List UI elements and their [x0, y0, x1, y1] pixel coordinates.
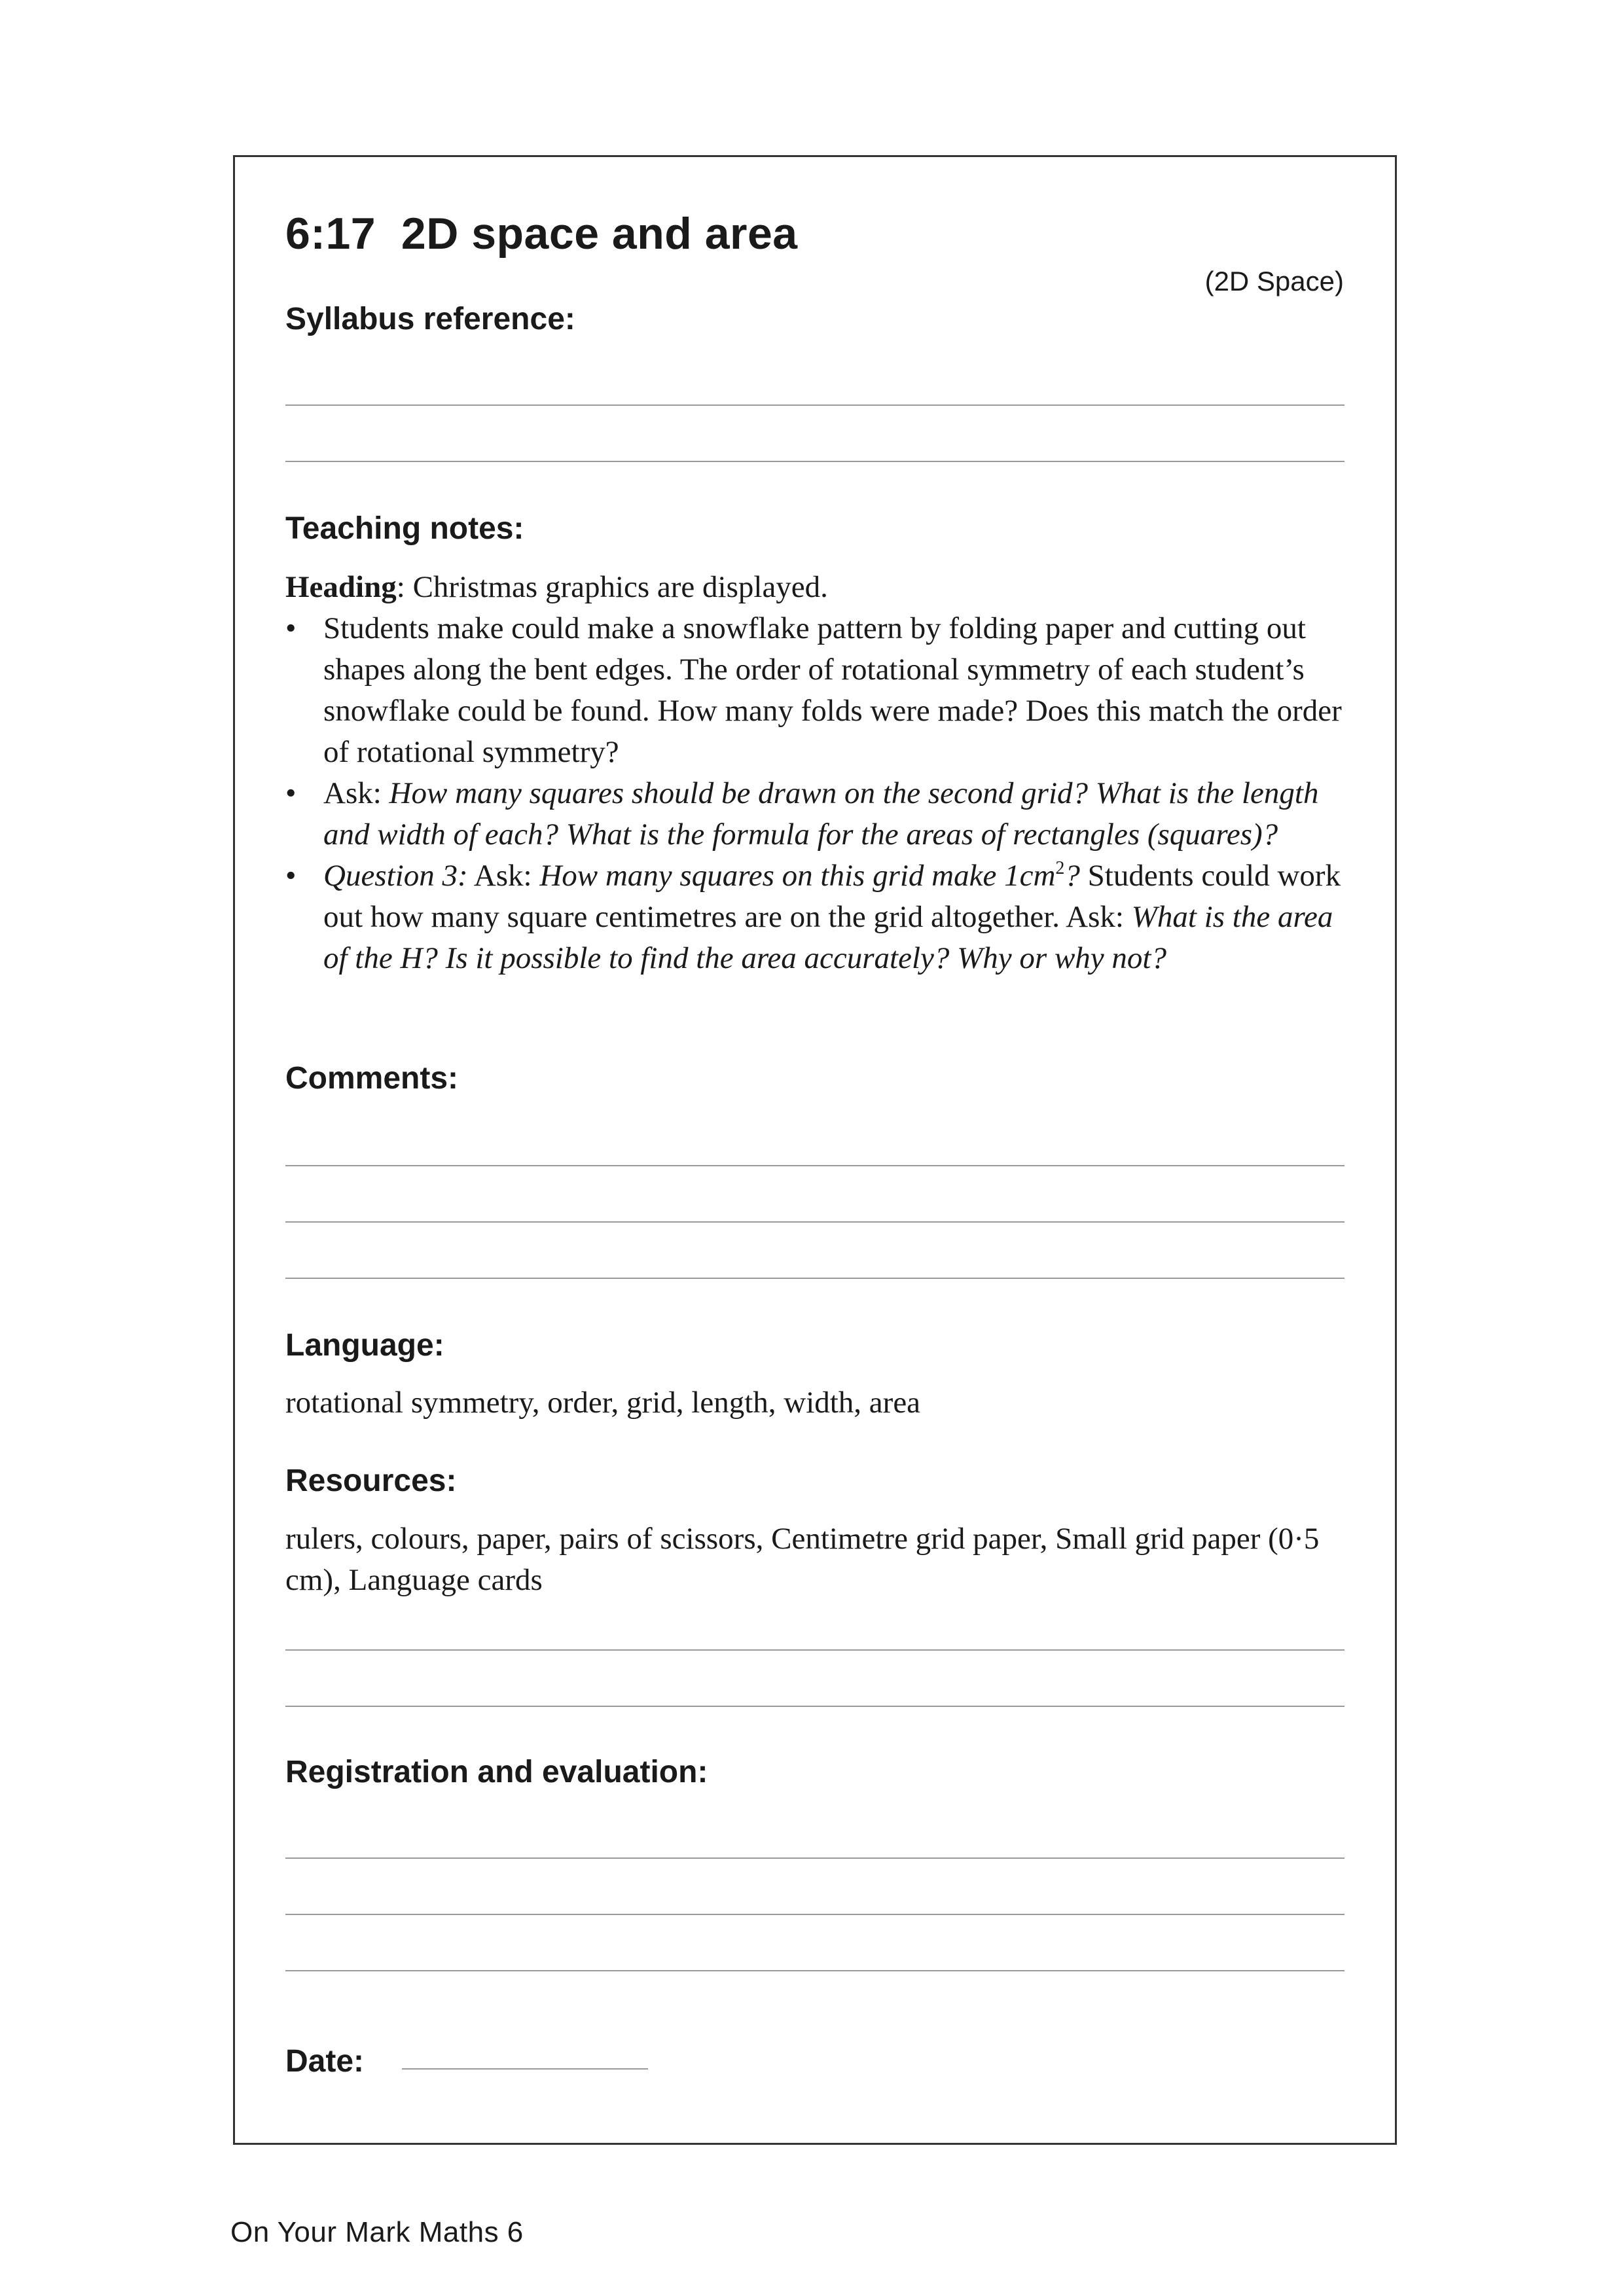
registration-line-1: [285, 1857, 1344, 1859]
ask-question: What is the area of the H? Is it possible to find the area accurately? Why or why not?: [323, 900, 1333, 975]
page-frame: [233, 155, 1397, 2145]
resources-heading: Resources:: [285, 1463, 457, 1498]
subject-tag: (2D Space): [1204, 266, 1344, 296]
resources-line-2: [285, 1706, 1344, 1707]
unit-exponent: 2: [1055, 858, 1065, 878]
footer-text: On Your Mark Maths 6: [230, 2216, 524, 2248]
teaching-notes-heading: Teaching notes:: [285, 511, 524, 546]
registration-line-2: [285, 1914, 1344, 1915]
resources-text: rulers, colours, paper, pairs of scissors, Centimetre grid paper, Small grid paper (0·5 cm), Language cards: [285, 1522, 1320, 1597]
ask-label: Ask:: [323, 776, 389, 810]
ask-question: How many squares should be drawn on the second grid? What is the length and width of each? What is the formula for the areas of rectangles (squares)?: [323, 776, 1319, 852]
comments-line-1: [285, 1165, 1344, 1166]
comments-heading: Comments:: [285, 1061, 459, 1096]
syllabus-heading: Syllabus reference:: [285, 302, 575, 336]
notes-list: [285, 608, 1359, 979]
question-label: Question 3:: [323, 859, 468, 893]
bullet-text: Students make could make a snowflake pattern by folding paper and cutting out shapes along the bent edges. The order of rotational symmetry of each student’s snowflake could be found. How many folds were made? Does this match the order of rotational symmetry?: [323, 611, 1342, 769]
language-text: rotational symmetry, order, grid, length, width, area: [285, 1386, 921, 1420]
list-item: [285, 608, 1359, 773]
list-item: [285, 855, 1359, 979]
date-label: Date:: [285, 2044, 365, 2079]
question-mark: ?: [1064, 859, 1080, 893]
teaching-notes: [285, 567, 1359, 979]
registration-line-3: [285, 1970, 1344, 1971]
syllabus-line-2: [285, 461, 1344, 462]
notes-heading-line: [285, 567, 1359, 608]
resources-line-1: [285, 1649, 1344, 1651]
comments-line-2: [285, 1221, 1344, 1223]
registration-heading: Registration and evaluation:: [285, 1755, 708, 1789]
date-field-line: [402, 2068, 648, 2070]
bullet-icon: •: [285, 776, 297, 810]
bullet-text: Students could work out how many square centimetres are on the grid altogether. Ask:: [323, 859, 1341, 934]
ask-label: Ask:: [467, 859, 540, 893]
ask-question: How many squares on this grid make 1: [539, 859, 1020, 893]
unit-cm: cm: [1019, 859, 1056, 893]
page-title: 6:17 2D space and area: [285, 209, 798, 259]
list-item: [285, 773, 1359, 855]
language-heading: Language:: [285, 1328, 444, 1363]
bullet-icon: •: [285, 611, 297, 645]
notes-heading-label: Heading: [285, 570, 397, 604]
syllabus-line-1: [285, 404, 1344, 406]
notes-heading-text: : Christmas graphics are displayed.: [396, 570, 828, 604]
bullet-icon: •: [285, 859, 297, 893]
comments-line-3: [285, 1278, 1344, 1279]
